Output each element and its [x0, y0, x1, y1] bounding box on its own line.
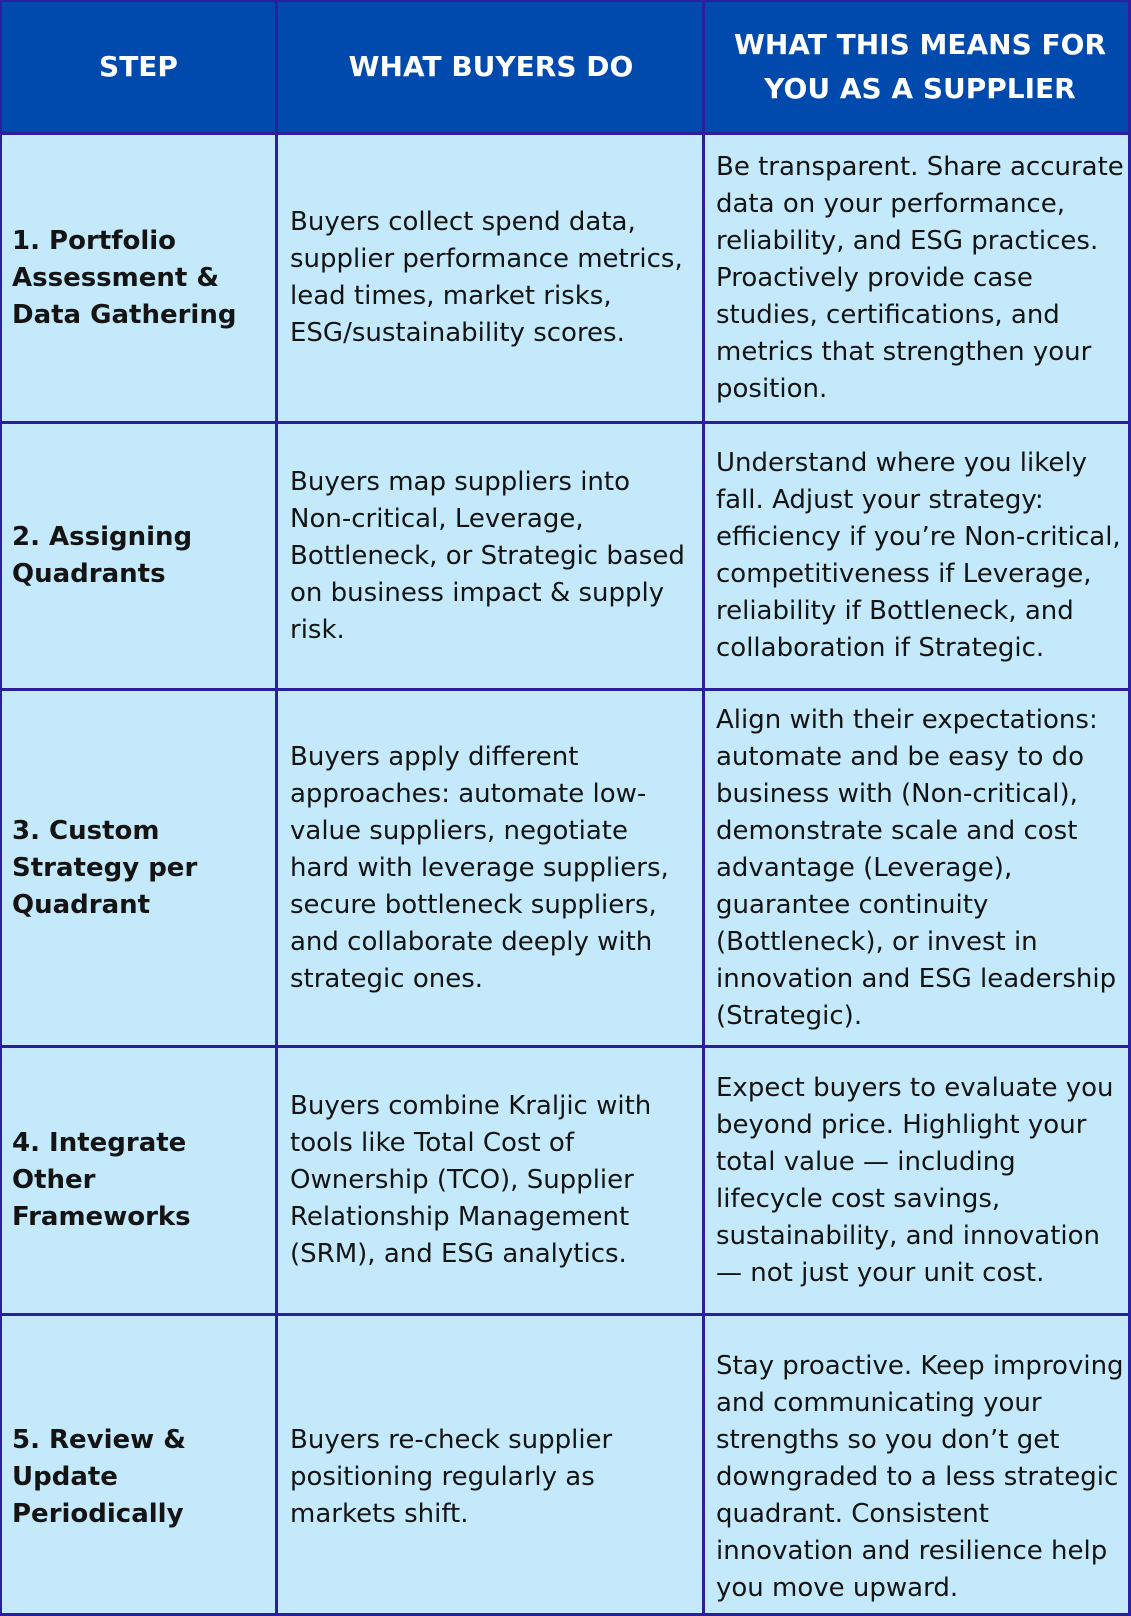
header-supplier	[705, 0, 1131, 135]
header-step-label: STEP	[99, 50, 178, 83]
supplier-text: Align with their expectations: automate and be easy to do business with (Non-critical), demonstrate scale and cost advantage (Leverage), guarantee continuity (Bottleneck), or invest in innovation and ESG leadership (Strategic).	[716, 704, 1117, 1031]
step-label: 1. Portfolio Assessment & Data Gathering	[12, 225, 237, 330]
supplier-cell	[705, 135, 1131, 424]
buyers-cell	[278, 424, 705, 691]
buyers-text: Buyers apply different approaches: automate low-value suppliers, negotiate hard with leverage suppliers, secure bottleneck suppliers, and collaborate deeply with strategic ones.	[290, 741, 669, 994]
step-cell	[0, 424, 278, 691]
table-header-row	[0, 0, 1131, 135]
step-cell	[0, 691, 278, 1048]
table-row	[0, 135, 1131, 424]
step-label: 2. Assigning Quadrants	[12, 522, 193, 589]
header-buyers	[278, 0, 705, 135]
header-buyers-label: WHAT BUYERS DO	[348, 50, 634, 83]
table-row	[0, 1316, 1131, 1616]
step-cell	[0, 135, 278, 424]
supplier-cell	[705, 1316, 1131, 1616]
supplier-text: Stay proactive. Keep improving and communicating your strengths so you don’t get downgraded to a less strategic quadrant. Consistent innovation and resilience help you move upward.	[716, 1351, 1124, 1603]
buyers-cell	[278, 1048, 705, 1316]
step-cell	[0, 1048, 278, 1316]
supplier-cell	[705, 1048, 1131, 1316]
table-row	[0, 1048, 1131, 1316]
header-supplier-label: WHAT THIS MEANS FOR YOU AS A SUPPLIER	[733, 28, 1107, 105]
step-label: 5. Review & Update Periodically	[12, 1425, 186, 1529]
header-step	[0, 0, 278, 135]
step-label: 4. Integrate Other Frameworks	[12, 1128, 191, 1232]
buyers-cell	[278, 691, 705, 1048]
supplier-cell	[705, 424, 1131, 691]
table-row	[0, 424, 1131, 691]
buyers-cell	[278, 1316, 705, 1616]
supplier-text: Understand where you likely fall. Adjust your strategy: efficiency if you’re Non-critical, competitiveness if Leverage, reliability if Bottleneck, and collaboration if Strategic.	[716, 448, 1121, 663]
supplier-text: Be transparent. Share accurate data on your performance, reliability, and ESG practices. Proactively provide case studies, certifications, and metrics that strengthen your position.	[716, 151, 1124, 404]
step-cell	[0, 1316, 278, 1616]
buyers-text: Buyers re-check supplier positioning regularly as markets shift.	[290, 1425, 613, 1529]
supplier-cell	[705, 691, 1131, 1048]
buyers-text: Buyers combine Kraljic with tools like Total Cost of Ownership (TCO), Supplier Relationship Management (SRM), and ESG analytics.	[290, 1091, 652, 1269]
table-row	[0, 691, 1131, 1048]
buyers-text: Buyers collect spend data, supplier performance metrics, lead times, market risks, ESG/sustainability scores.	[290, 207, 683, 348]
buyers-text: Buyers map suppliers into Non-critical, Leverage, Bottleneck, or Strategic based on business impact & supply risk.	[290, 466, 685, 645]
supplier-text: Expect buyers to evaluate you beyond price. Highlight your total value — including lifecycle cost savings, sustainability, and innovation — not just your unit cost.	[716, 1072, 1114, 1288]
step-label: 3. Custom Strategy per Quadrant	[12, 815, 198, 920]
buyers-cell	[278, 135, 705, 424]
